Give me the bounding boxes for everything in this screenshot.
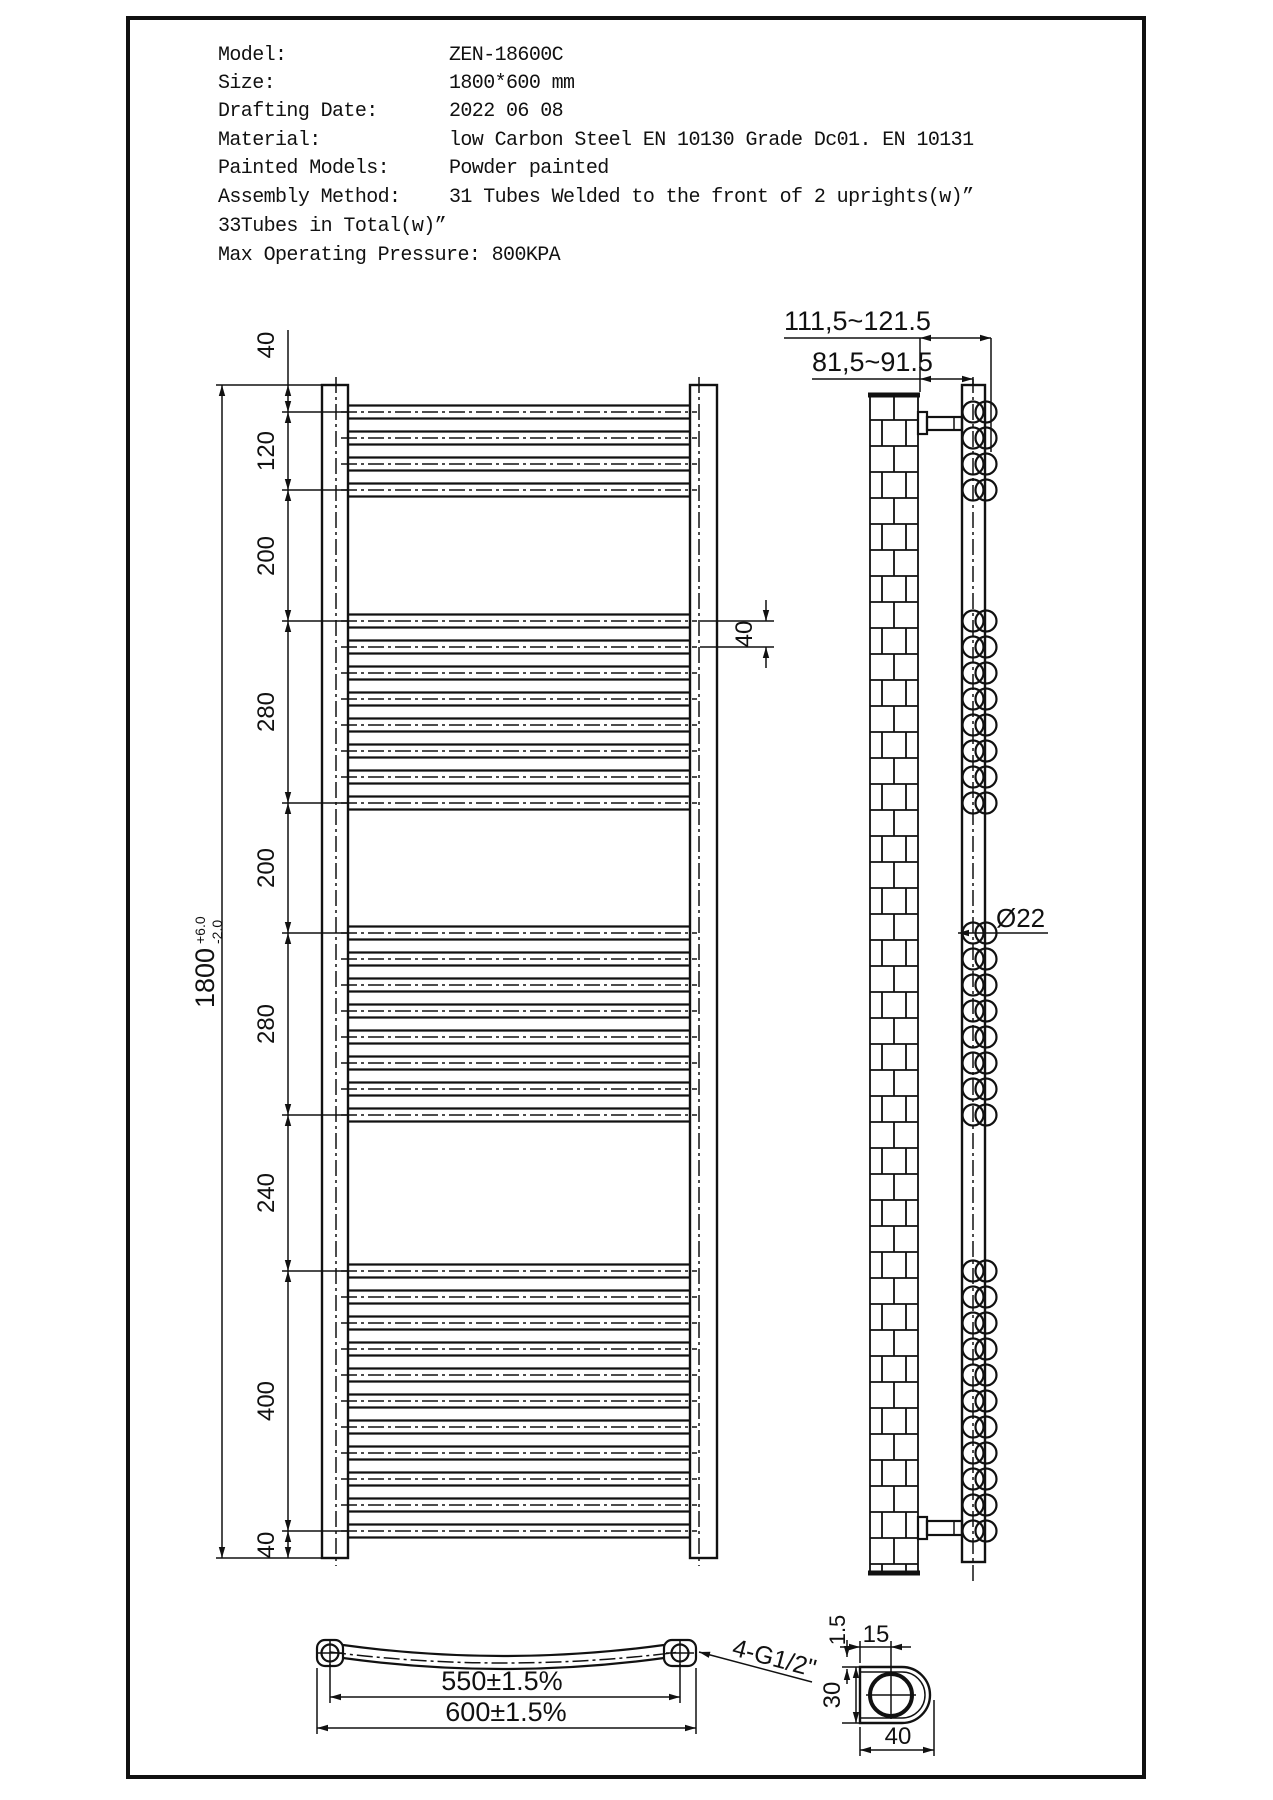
chain-dim-label: 40 <box>253 1531 280 1559</box>
spec-max-pressure: Max Operating Pressure: 800KPA <box>218 244 561 267</box>
chain-dim-label: 240 <box>253 1172 280 1214</box>
chain-dim-label: 280 <box>253 691 280 733</box>
detail-width-label: 40 <box>884 1723 912 1750</box>
spec-value: 1800*600 mm <box>449 72 575 95</box>
detail-depth-label: 30 <box>819 1681 846 1709</box>
spec-value: 2022 06 08 <box>449 100 564 123</box>
tube-diameter-label: Ø22 <box>996 903 1046 933</box>
chain-dim-label: 280 <box>253 1003 280 1045</box>
spec-value: 31 Tubes Welded to the front of 2 uprights(w)” <box>449 186 974 209</box>
tube-pitch-label: 40 <box>731 620 758 648</box>
chain-dim-label: 400 <box>253 1380 280 1422</box>
chain-dim-label: 200 <box>253 847 280 889</box>
spec-value: ZEN-18600C <box>449 44 564 67</box>
spec-label: Assembly Method: <box>218 186 401 209</box>
detail-wall-thickness-label: 1.5 <box>825 1614 850 1646</box>
chain-dim-label: 200 <box>253 535 280 577</box>
spec-value: Powder painted <box>449 157 609 180</box>
spec-label: Drafting Date: <box>218 100 378 123</box>
connections-label: 4-G1/2" <box>729 1633 820 1683</box>
overall-tol-minus: -2.0 <box>209 919 225 944</box>
detail-15-label: 15 <box>862 1621 890 1648</box>
overall-width-label: 600±1.5% <box>445 1697 567 1727</box>
spec-label: Material: <box>218 129 321 152</box>
wall-to-front-label: 111,5~121.5 <box>784 306 931 336</box>
spec-value: low Carbon Steel EN 10130 Grade Dc01. EN 10131 <box>449 129 974 152</box>
chain-dim-label: 40 <box>253 331 280 359</box>
centers-width-label: 550±1.5% <box>441 1666 563 1696</box>
overall-height-label <box>190 916 225 1008</box>
spec-label: Painted Models: <box>218 157 390 180</box>
spec-continuation: 33Tubes in Total(w)” <box>218 215 447 238</box>
spec-label: Size: <box>218 72 276 95</box>
chain-dim-label: 120 <box>253 430 280 472</box>
overall-height-value: 1800 <box>190 947 220 1009</box>
wall-to-center-label: 81,5~91.5 <box>812 347 933 377</box>
overall-tol-plus: +6.0 <box>192 916 208 944</box>
spec-label: Model: <box>218 44 287 67</box>
